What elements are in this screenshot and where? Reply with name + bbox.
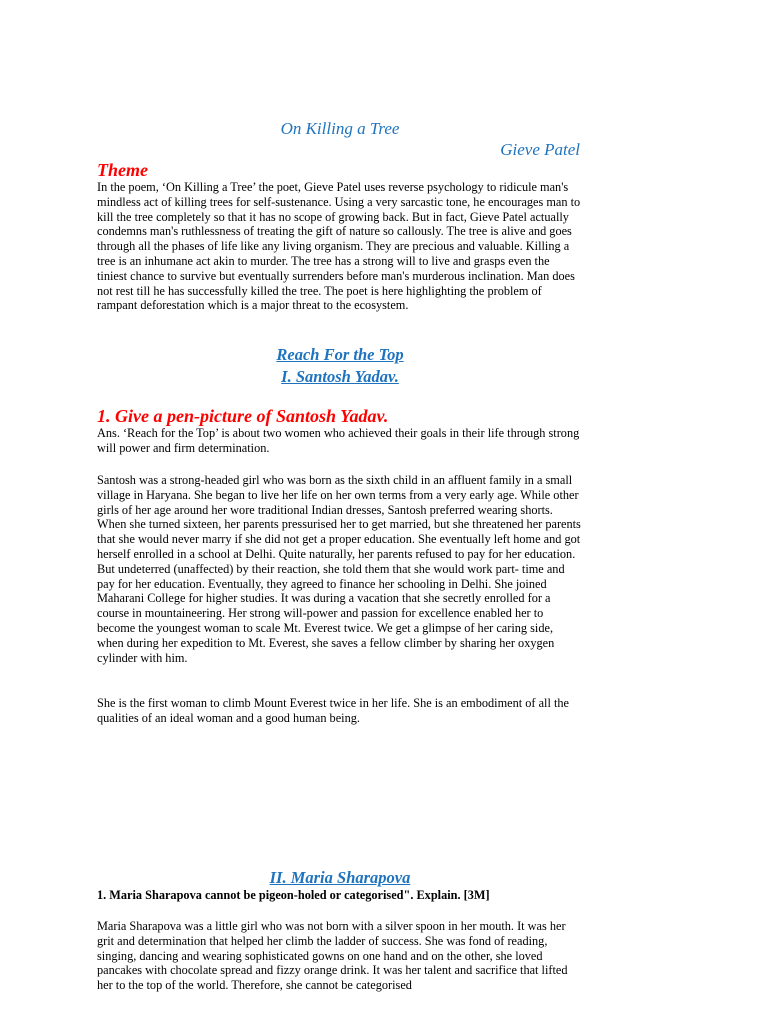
question-2-heading: 1. Maria Sharapova cannot be pigeon-holed or categorised". Explain. [3M] <box>97 888 490 902</box>
answer-2-paragraph-1: Maria Sharapova was a little girl who was not born with a silver spoon in her mouth. It was her grit and determination that helped her climb the ladder of success. She was fond of reading, singing, dancing and wearing sophisticated gowns on one hand and on the other, she loved pancakes with chocolate spread and fizzy orange drink. It was her talent and sacrifice that lifted her to the top of the world. Therefore, she cannot be categorised <box>97 919 568 993</box>
answer-paragraph-2: She is the first woman to climb Mount Everest twice in her life. She is an embodiment of all the qualities of an ideal woman and a good human being. <box>97 696 569 725</box>
chapter-title: Reach For the Top <box>276 345 404 364</box>
part1-title: I. Santosh Yadav. <box>281 367 399 386</box>
part2-title: II. Maria Sharapova <box>269 868 411 887</box>
answer-intro: Ans. ‘Reach for the Top’ is about two women who achieved their goals in their life through strong will power and firm determination. <box>97 426 580 455</box>
poem-title: On Killing a Tree <box>280 119 400 138</box>
theme-paragraph: In the poem, ‘On Killing a Tree’ the poet, Gieve Patel uses reverse psychology to ridicule man's mindless act of killing trees for self-sustenance. Using a very sarcastic tone, he encourages man to kill the tree completely so that it has no scope of growing back. But in fact, Gieve Patel actually condemns man's ruthlessness of treating the gift of nature so callously. The tree is alive and goes through all the phases of life like any living organism. They are precious and valuable. Killing a tree is an inhumane act akin to murder. The tree has a strong will to live and grasps even the tiniest chance to survive but eventually surrenders before man's murderous inclination. Man does not rest till he has successfully killed the tree. The poet is here highlighting the problem of rampant deforestation which is a major threat to the ecosystem. <box>97 180 581 313</box>
poem-author: Gieve Patel <box>500 140 580 159</box>
theme-heading: Theme <box>97 160 148 180</box>
answer-paragraph-1: Santosh was a strong-headed girl who was born as the sixth child in an affluent family in a small village in Haryana. She began to live her life on her own terms from a very early age. While other girls of her age around her wore traditional Indian dresses, Santosh preferred wearing shorts. When she turned sixteen, her parents pressurised her to get married, but she threatened her parents that she would never marry if she did not get a proper education. She eventually left home and got herself enrolled in a school at Delhi. Quite naturally, her parents refused to pay for her education. But undeterred (unaffected) by their reaction, she told them that she would work part- time and pay for her education. Eventually, they agreed to finance her schooling in Delhi. She joined Maharani College for higher studies. It was during a vacation that she secretly enrolled for a course in mountaineering. Her strong will-power and passion for excellence enabled her to become the youngest woman to scale Mt. Everest twice. We get a glimpse of her caring side, when during her expedition to Mt. Everest, she saves a fellow climber by sharing her oxygen cylinder with him. <box>97 473 581 665</box>
question-1-heading: 1. Give a pen-picture of Santosh Yadav. <box>97 406 389 426</box>
